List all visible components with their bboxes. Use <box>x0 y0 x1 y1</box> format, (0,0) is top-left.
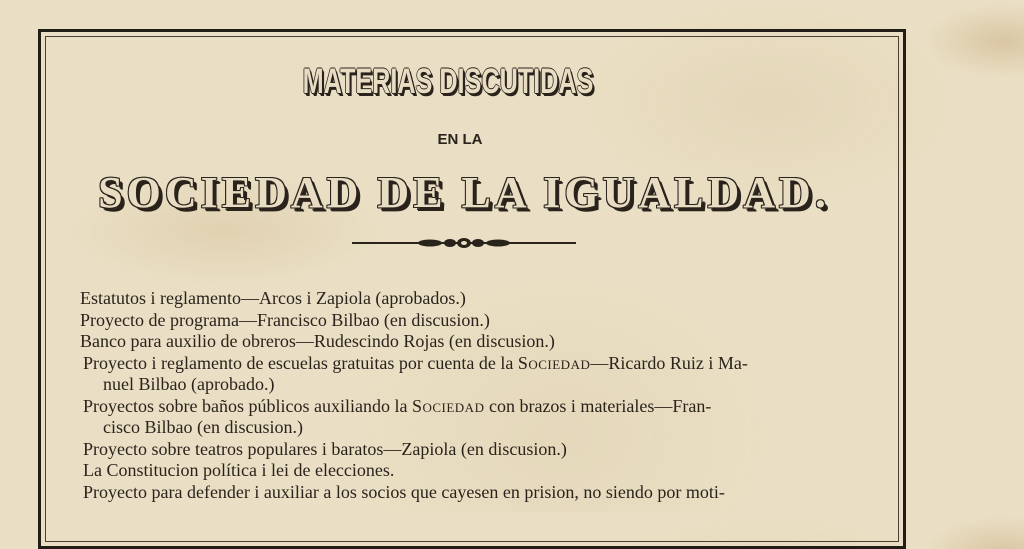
document-title: MATERIAS DISCUTIDAS <box>302 62 594 101</box>
list-item <box>80 310 880 332</box>
entry-text: Proyecto de programa—Francisco Bilbao (en discusion.) <box>80 309 490 330</box>
entry-text: Banco para auxilio de obreros—Rudescindo Rojas (en discusion.) <box>80 331 555 351</box>
list-item <box>80 482 880 504</box>
entry-text: Proyectos sobre baños públicos auxiliando la <box>83 395 412 416</box>
entries-list <box>80 288 880 503</box>
entry-smallcaps: Sociedad <box>411 395 485 416</box>
entry-smallcaps: Sociedad <box>517 352 591 373</box>
entry-text: Proyecto para defender i auxiliar a los socios que cayesen en prision, no siendo por moti- <box>83 481 725 502</box>
entry-continuation: cisco Bilbao (en discusion.) <box>103 417 303 437</box>
document-main-title: SOCIEDAD DE LA IGUALDAD. <box>98 168 830 217</box>
entry-text: con brazos i materiales—Fran- <box>484 395 712 416</box>
entry-text: —Ricardo Ruiz i Ma- <box>590 352 748 373</box>
list-item <box>80 288 880 310</box>
list-item <box>80 353 880 396</box>
entry-text: Proyecto sobre teatros populares i baratos—Zapiola (en discusion.) <box>83 438 567 459</box>
entry-text: Estatutos i reglamento—Arcos i Zapiola (aprobados.) <box>80 288 466 308</box>
list-item <box>80 331 880 353</box>
list-item <box>80 396 880 439</box>
entry-continuation: nuel Bilbao (aprobado.) <box>103 374 275 394</box>
list-item <box>80 460 880 482</box>
entry-text: Proyecto i reglamento de escuelas gratuitas por cuenta de la <box>83 352 518 373</box>
document-subtitle: EN LA <box>437 131 483 148</box>
list-item <box>80 439 880 461</box>
entry-text: La Constitucion política i lei de elecciones. <box>83 460 395 480</box>
ornament-divider-icon <box>350 235 578 251</box>
